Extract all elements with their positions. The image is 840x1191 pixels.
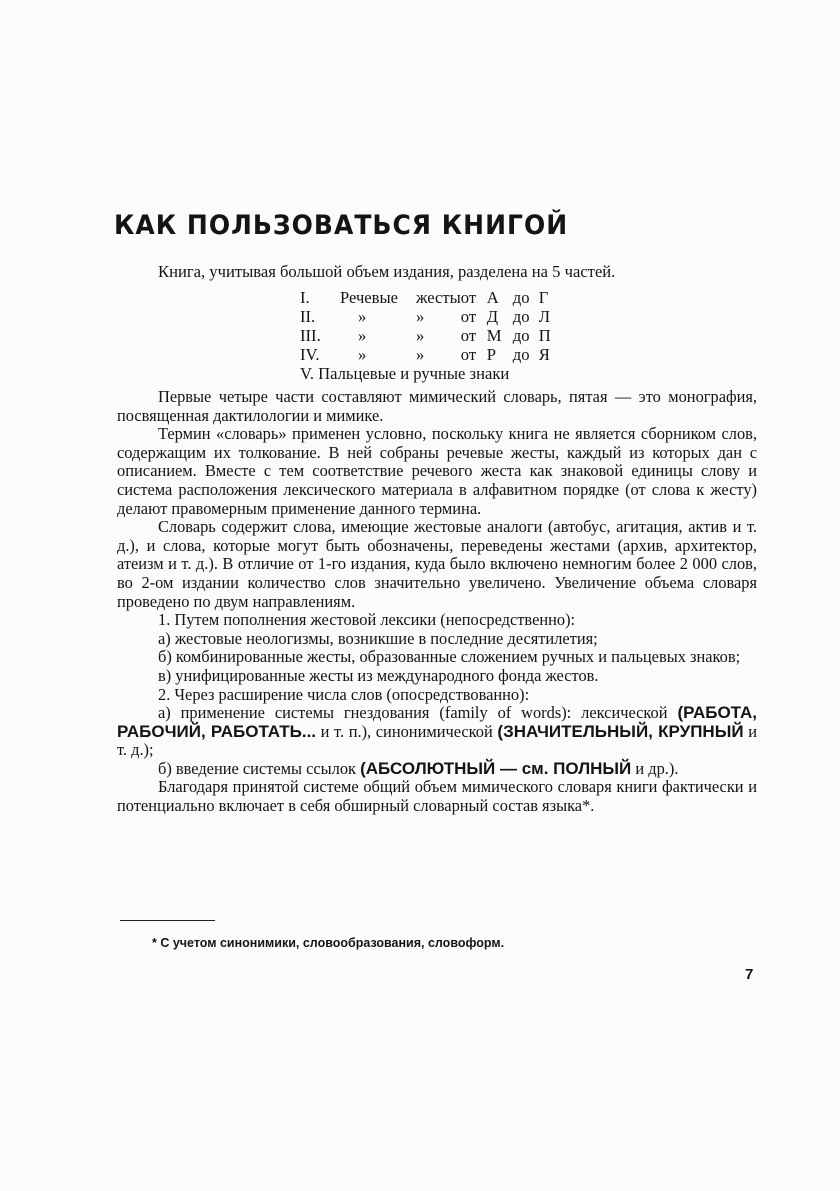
part-letter-start: Д <box>486 307 499 326</box>
text-run: и т. п.), синонимической <box>316 721 498 741</box>
intro-text: Книга, учитывая большой объем издания, разделена на 5 частей. <box>158 262 616 281</box>
part-col2: жесты <box>416 288 461 307</box>
example-words: (АБСОЛЮТНЫЙ — см. ПОЛНЫЙ <box>360 758 632 778</box>
footnote-divider <box>120 920 215 921</box>
part-letter-start: Р <box>486 345 497 364</box>
text-run: б) введение системы ссылок <box>158 758 361 778</box>
part-col1: Речевые <box>340 288 399 307</box>
part-letter-start: А <box>486 288 499 307</box>
part-letter-end: Я <box>538 345 550 364</box>
part-number: II. <box>300 307 316 326</box>
part-col2: » <box>416 307 425 326</box>
parts-list <box>300 288 559 364</box>
part-from: от <box>460 326 477 345</box>
paragraph: Благодаря принятой системе общий объем мимического словаря книги фактически и потенциально включает в себя обширный словарный состав языка*. <box>117 777 757 816</box>
paragraph: в) унифицированные жесты из международного фонда жестов. <box>158 665 599 685</box>
paragraph <box>117 704 757 760</box>
part-col2: » <box>416 326 425 345</box>
part-to: до <box>512 307 530 326</box>
part-letter-start: М <box>486 326 502 345</box>
part-col2: » <box>416 345 425 364</box>
part-col1: » <box>358 326 367 345</box>
example-words: (РАБОТА, РАБОЧИЙ, РАБОТАТЬ... <box>117 703 757 741</box>
paragraph: Словарь содержит слова, имеющие жестовые аналоги (автобус, агитация, актив и т. д.), и слова, которые могут быть обозначены, переведены жестами (архив, архитектор, атеизм и т. д.). В отличие от 1-го издания, куда было включено немногим более 2 000 слов, во 2-ом издании количество слов значительно увеличено. Увеличение объема словаря проведено по двум направлениям. <box>117 517 757 611</box>
list-item <box>300 307 559 326</box>
paragraph: Термин «словарь» применен условно, поскольку книга не является сборником слов, содержащим их толкование. В ней собраны речевые жесты, каждый из которых дан с описанием. Вместе с тем соответствие речевого жеста как знаковой единицы слову и система расположения лексического материала в алфавитном порядке (от слова к жесту) делают правомерным применение данного термина. <box>117 424 757 518</box>
part-from: от <box>460 345 477 364</box>
text-run: и т. д.); <box>117 721 757 760</box>
paragraph: 2. Через расширение числа слов (опосредствованно): <box>158 684 530 704</box>
list-item <box>300 345 559 364</box>
paragraph: б) комбинированные жесты, образованные сложением ручных и пальцевых знаков; <box>158 647 741 667</box>
part-to: до <box>512 288 530 307</box>
text-run: а) применение системы гнездования (family of words): лексической <box>158 703 678 723</box>
part-from: от <box>460 288 477 307</box>
footnote: * С учетом синонимики, словообразования, словоформ. <box>152 936 505 950</box>
paragraph: 1. Путем пополнения жестовой лексики (непосредственно): <box>158 610 576 630</box>
part-to: до <box>512 326 530 345</box>
part-col1: » <box>358 307 367 326</box>
paragraph: а) жестовые неологизмы, возникшие в последние десятилетия; <box>158 628 598 648</box>
page-title: КАК ПОЛЬЗОВАТЬСЯ КНИГОЙ <box>114 209 569 241</box>
list-item <box>300 326 559 345</box>
body-text <box>117 388 757 816</box>
part-number: IV. <box>300 345 320 364</box>
part-letter-end: П <box>538 326 551 345</box>
part-from: от <box>460 307 477 326</box>
part-letter-end: Л <box>538 307 551 326</box>
part-five: V. Пальцевые и ручные знаки <box>300 364 510 383</box>
part-number: III. <box>300 326 321 345</box>
part-letter-end: Г <box>538 288 549 307</box>
part-number: I. <box>300 288 310 307</box>
list-item <box>300 288 559 307</box>
page-number: 7 <box>745 966 754 983</box>
paragraph: Первые четыре части составляют мимический словарь, пятая — это монография, посвященная дактилологии и мимике. <box>117 387 757 425</box>
paragraph <box>117 760 757 779</box>
example-words: (ЗНАЧИТЕЛЬНЫЙ, КРУПНЫЙ <box>497 721 744 741</box>
part-to: до <box>512 345 530 364</box>
part-col1: » <box>358 345 367 364</box>
text-run: и др.). <box>631 758 679 778</box>
